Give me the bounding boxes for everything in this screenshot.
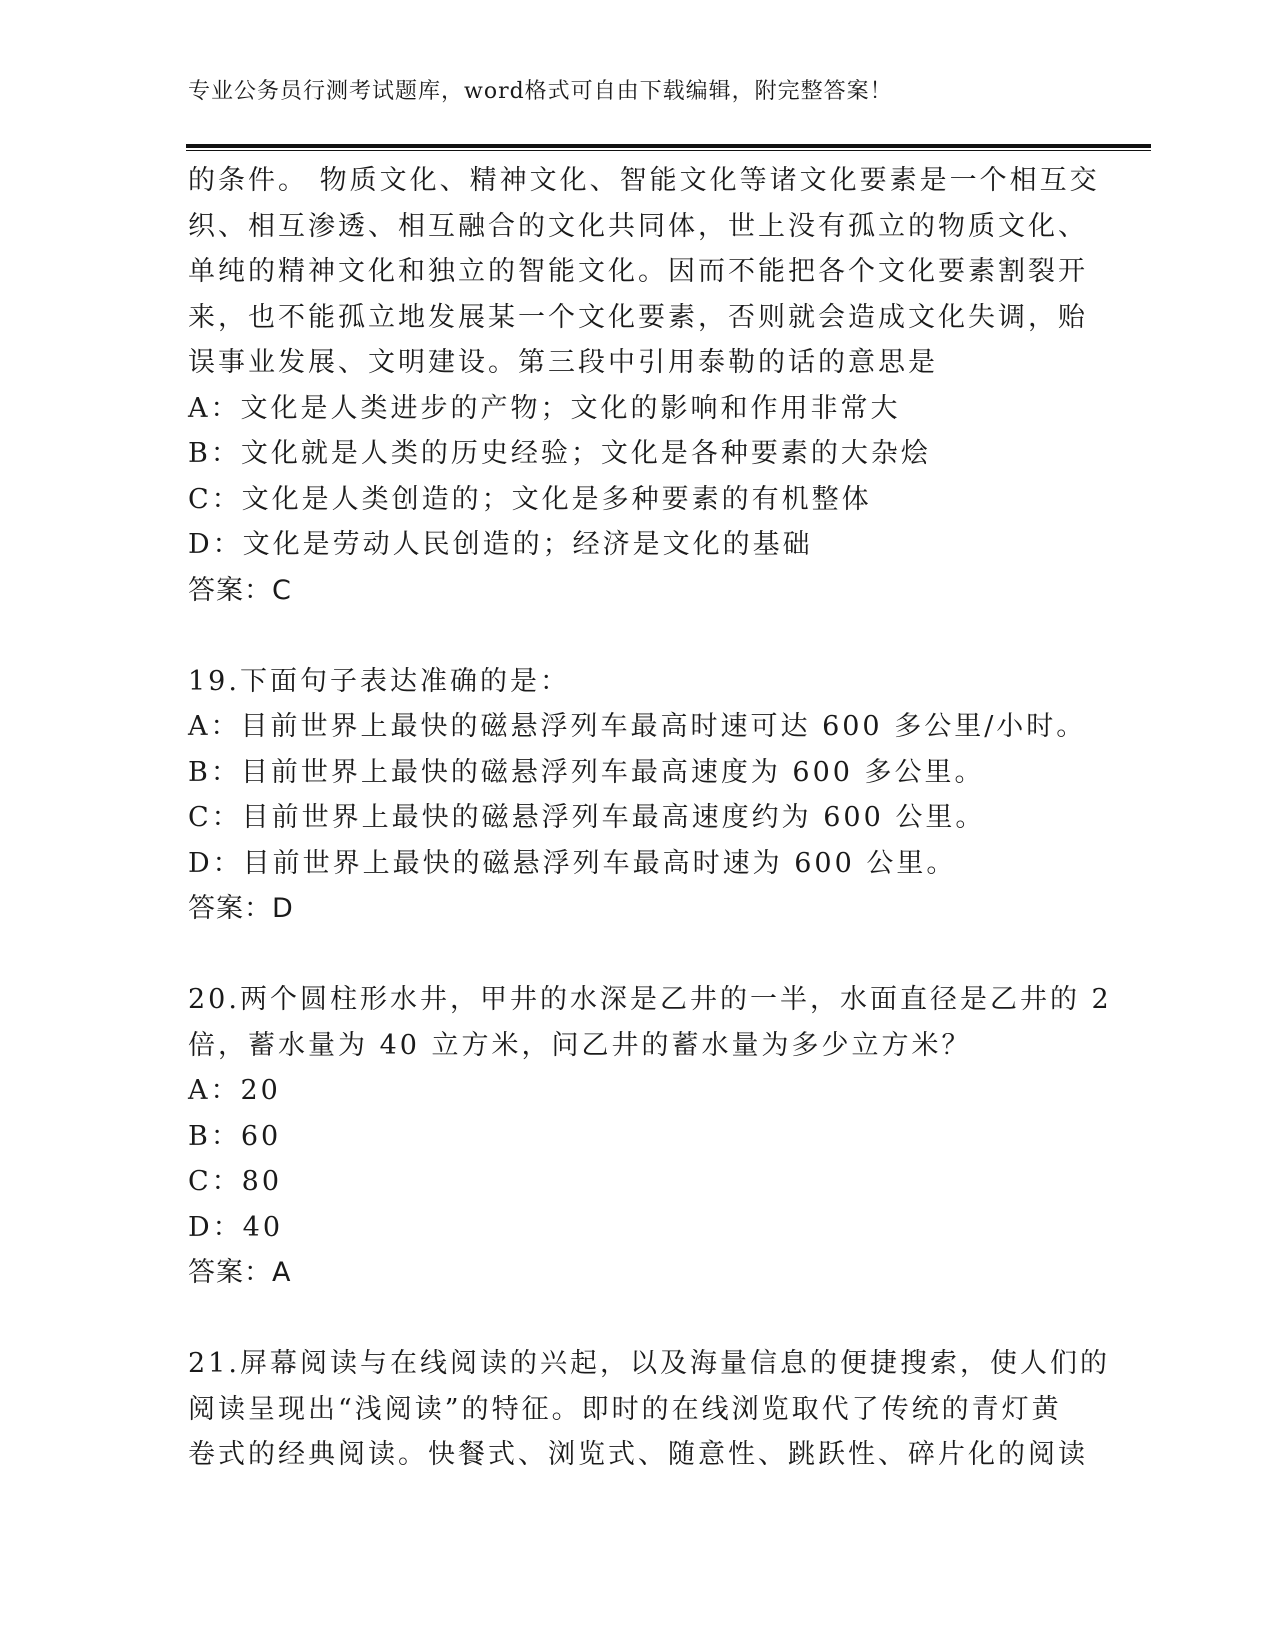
option-a: A：目前世界上最快的磁悬浮列车最高时速可达 600 多公里/小时。	[188, 711, 1087, 742]
answer-label: 答案：C	[188, 574, 292, 606]
question-stem-line: 误事业发展、文明建设。第三段中引用泰勒的话的意思是	[188, 347, 938, 378]
question-21	[188, 1341, 1110, 1478]
question-stem-line: 倍，蓄水量为 40 立方米，问乙井的蓄水量为多少立方米？	[188, 1029, 972, 1061]
option-d: D：40	[188, 1211, 284, 1243]
question-stem-line: 20.两个圆柱形水井，甲井的水深是乙井的一半，水面直径是乙井的 2	[188, 984, 1112, 1015]
question-20	[188, 977, 1112, 1296]
option-c: C：文化是人类创造的；文化是多种要素的有机整体	[188, 483, 872, 515]
option-a: A：文化是人类进步的产物；文化的影响和作用非常大	[188, 392, 901, 424]
question-stem-line: 单纯的精神文化和独立的智能文化。因而不能把各个文化要素割裂开	[188, 256, 1088, 287]
question-stem-line: 来，也不能孤立地发展某一个文化要素，否则就会造成文化失调，贻	[188, 301, 1088, 333]
spacer	[188, 932, 1088, 978]
question-stem-line: 织、相互渗透、相互融合的文化共同体，世上没有孤立的物质文化、	[188, 210, 1088, 242]
header-rule-thin	[186, 150, 1151, 151]
question-stem-line: 19.下面句子表达准确的是：	[188, 665, 570, 697]
answer-label: 答案：A	[188, 1257, 292, 1288]
question-stem-line: 的条件。 物质文化、精神文化、智能文化等诸文化要素是一个相互交	[188, 165, 1100, 196]
header-rule-thick	[186, 144, 1151, 148]
question-stem-line: 卷式的经典阅读。快餐式、浏览式、随意性、跳跃性、碎片化的阅读	[188, 1439, 1088, 1470]
option-d: D：文化是劳动人民创造的；经济是文化的基础	[188, 529, 813, 560]
option-b: B：目前世界上最快的磁悬浮列车最高速度为 600 多公里。	[188, 756, 985, 788]
option-b: B：文化就是人类的历史经验；文化是各种要素的大杂烩	[188, 438, 931, 469]
question-19	[188, 659, 1088, 932]
question-18	[188, 158, 1100, 613]
question-stem-line: 21.屏幕阅读与在线阅读的兴起，以及海量信息的便捷搜索，使人们的	[188, 1348, 1110, 1379]
spacer	[188, 1296, 1088, 1342]
spacer	[188, 613, 1088, 659]
option-c: C：80	[188, 1166, 283, 1197]
answer-label: 答案：D	[188, 893, 294, 924]
option-b: B：60	[188, 1120, 282, 1152]
option-c: C：目前世界上最快的磁悬浮列车最高速度约为 600 公里。	[188, 802, 986, 833]
option-d: D：目前世界上最快的磁悬浮列车最高时速为 600 公里。	[188, 847, 957, 879]
page-header: 专业公务员行测考试题库，word格式可自由下载编辑，附完整答案！	[188, 79, 893, 104]
option-a: A：20	[188, 1075, 281, 1106]
question-content	[188, 158, 1112, 1478]
question-stem-line: 阅读呈现出“浅阅读”的特征。即时的在线浏览取代了传统的青灯黄	[188, 1393, 1062, 1425]
